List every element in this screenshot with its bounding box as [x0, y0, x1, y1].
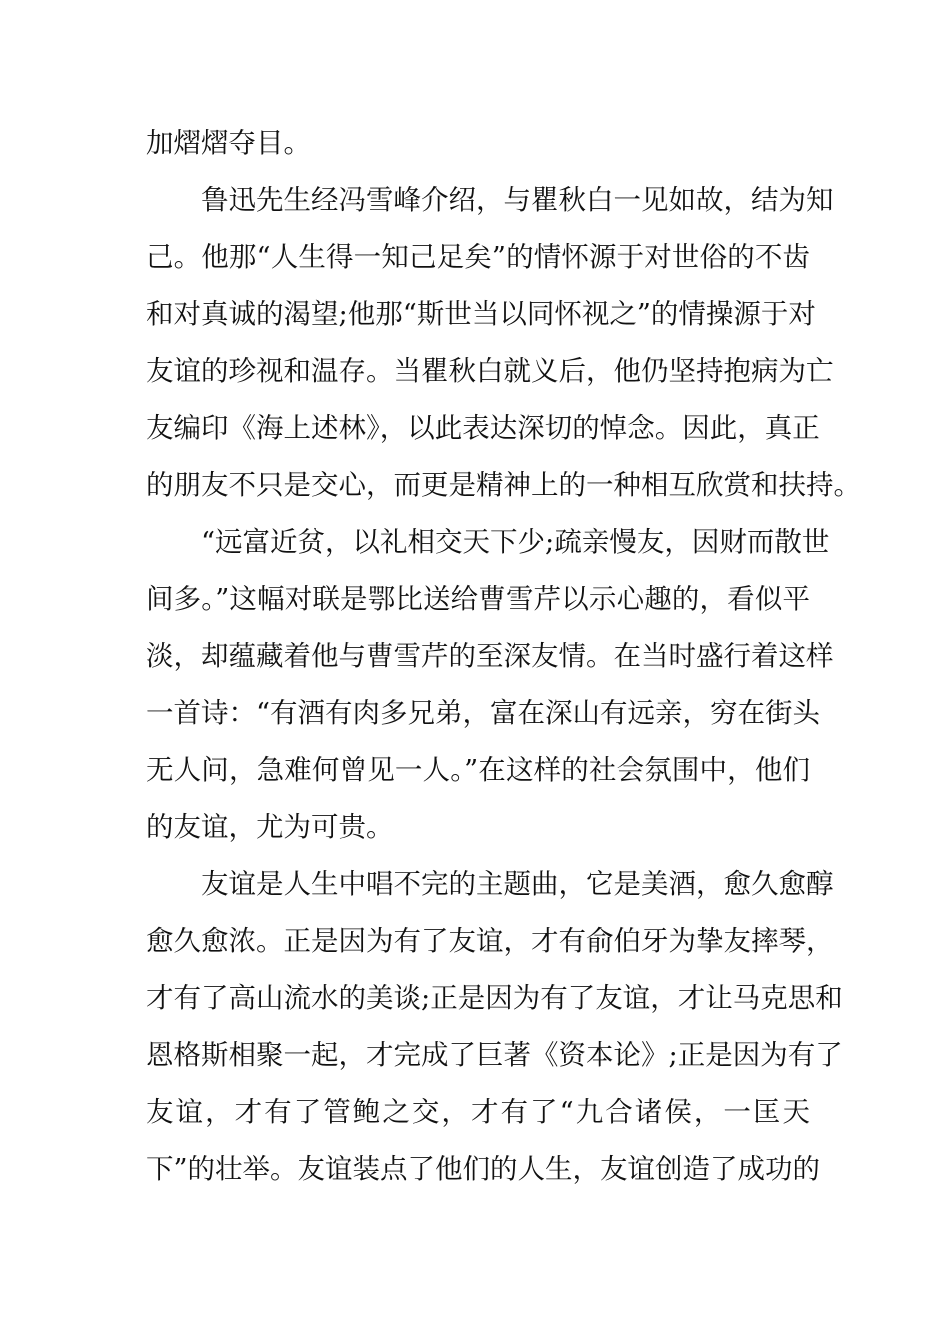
- text-line: 无人问，急难何曾见一人。”在这样的社会氛围中，他们: [146, 754, 810, 786]
- text-line: 和对真诚的渴望;他那“斯世当以同怀视之”的情操源于对: [146, 298, 816, 330]
- text-line: 恩格斯相聚一起，才完成了巨著《资本论》;正是因为有了: [146, 1039, 843, 1071]
- text-line: 愈久愈浓。正是因为有了友谊，才有俞伯牙为挚友摔琴，: [146, 925, 834, 957]
- text-line: 鲁迅先生经冯雪峰介绍，与瞿秋白一见如故，结为知: [201, 184, 834, 216]
- text-line: 下”的壮举。友谊装点了他们的人生，友谊创造了成功的: [146, 1153, 821, 1185]
- text-line: 一首诗：“有酒有肉多兄弟，富在深山有远亲，穷在街头: [146, 697, 821, 729]
- text-line: 的友谊，尤为可贵。: [146, 811, 394, 843]
- text-line: 友编印《海上述林》，以此表达深切的悼念。因此，真正: [146, 412, 820, 444]
- text-line: 才有了高山流水的美谈;正是因为有了友谊，才让马克思和: [146, 982, 843, 1014]
- text-line: 间多。”这幅对联是鄂比送给曹雪芹以示心趣的，看似平: [146, 583, 810, 615]
- text-line: 友谊是人生中唱不完的主题曲，它是美酒，愈久愈醇: [201, 868, 834, 900]
- text-line: 友谊的珍视和温存。当瞿秋白就义后，他仍坚持抱病为亡: [146, 355, 834, 387]
- text-line: 淡，却蕴藏着他与曹雪芹的至深友情。在当时盛行着这样: [146, 640, 834, 672]
- text-line: 友谊，才有了管鲍之交，才有了“九合诸侯，一匡天: [146, 1096, 810, 1128]
- text-line: 的朋友不只是交心，而更是精神上的一种相互欣赏和扶持。: [146, 469, 861, 501]
- text-line: “远富近贫，以礼相交天下少;疏亲慢友，因财而散世: [201, 526, 830, 558]
- text-line: 己。他那“人生得一知己足矣”的情怀源于对世俗的不齿: [146, 241, 810, 273]
- text-line: 加熠熠夺目。: [146, 127, 311, 159]
